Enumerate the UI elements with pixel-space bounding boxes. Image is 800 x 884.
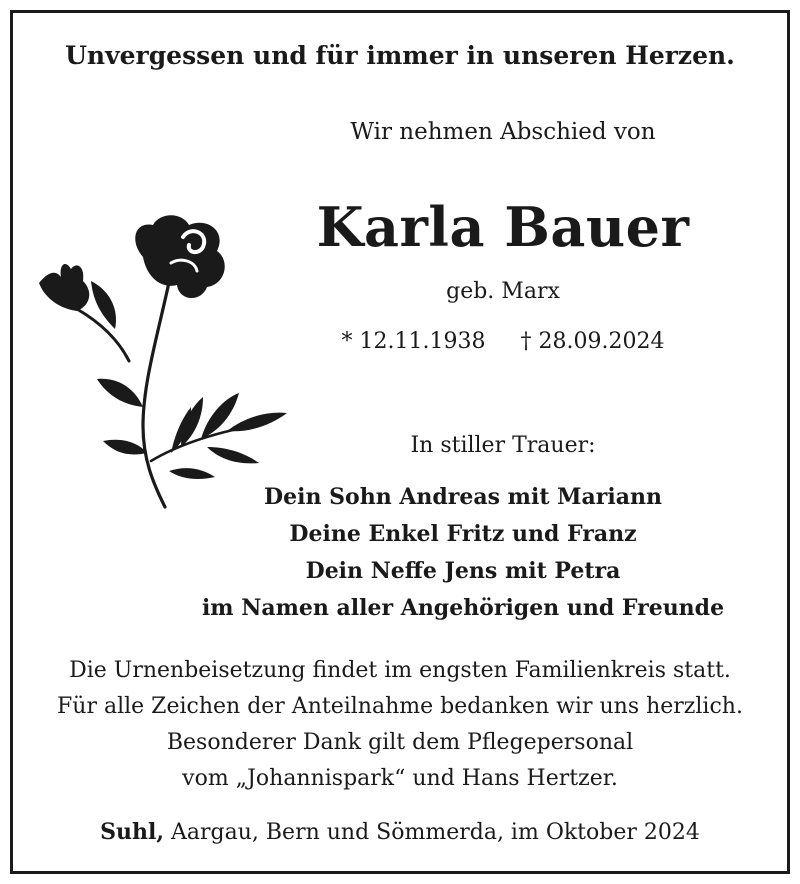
- notice-line: vom „Johannispark“ und Hans Hertzer.: [182, 766, 618, 791]
- obituary-notice: [10, 10, 790, 874]
- birth-date: * 12.11.1938: [341, 329, 486, 354]
- headline: Unvergessen und für immer in unseren Herzen.: [65, 41, 735, 70]
- notice-text: [13, 653, 787, 797]
- signoff-place: Suhl,: [100, 819, 165, 845]
- mourning-label: In stiller Trauer:: [410, 433, 596, 458]
- mourners-list: [163, 479, 763, 627]
- notice-line: Besonderer Dank gilt dem Pflegepersonal: [166, 730, 634, 755]
- mourner-line: im Namen aller Angehörigen und Freunde: [201, 595, 725, 621]
- notice-line: Für alle Zeichen der Anteilnahme bedanken wir uns herzlich.: [57, 694, 743, 719]
- mourner-line: Dein Neffe Jens mit Petra: [305, 558, 621, 584]
- signoff: [13, 819, 787, 845]
- signoff-rest: Aargau, Bern und Sömmerda, im Oktober 2024: [164, 820, 700, 845]
- intro-text: Wir nehmen Abschied von: [350, 119, 656, 145]
- mourner-line: Dein Sohn Andreas mit Mariann: [264, 484, 662, 510]
- notice-line: Die Urnenbeisetzung findet im engsten Familienkreis statt.: [69, 658, 731, 683]
- death-date: † 28.09.2024: [520, 329, 665, 354]
- deceased-name: Karla Bauer: [316, 195, 690, 259]
- mourner-line: Deine Enkel Fritz und Franz: [289, 521, 637, 547]
- maiden-name: geb. Marx: [446, 279, 560, 304]
- life-dates: [243, 329, 763, 354]
